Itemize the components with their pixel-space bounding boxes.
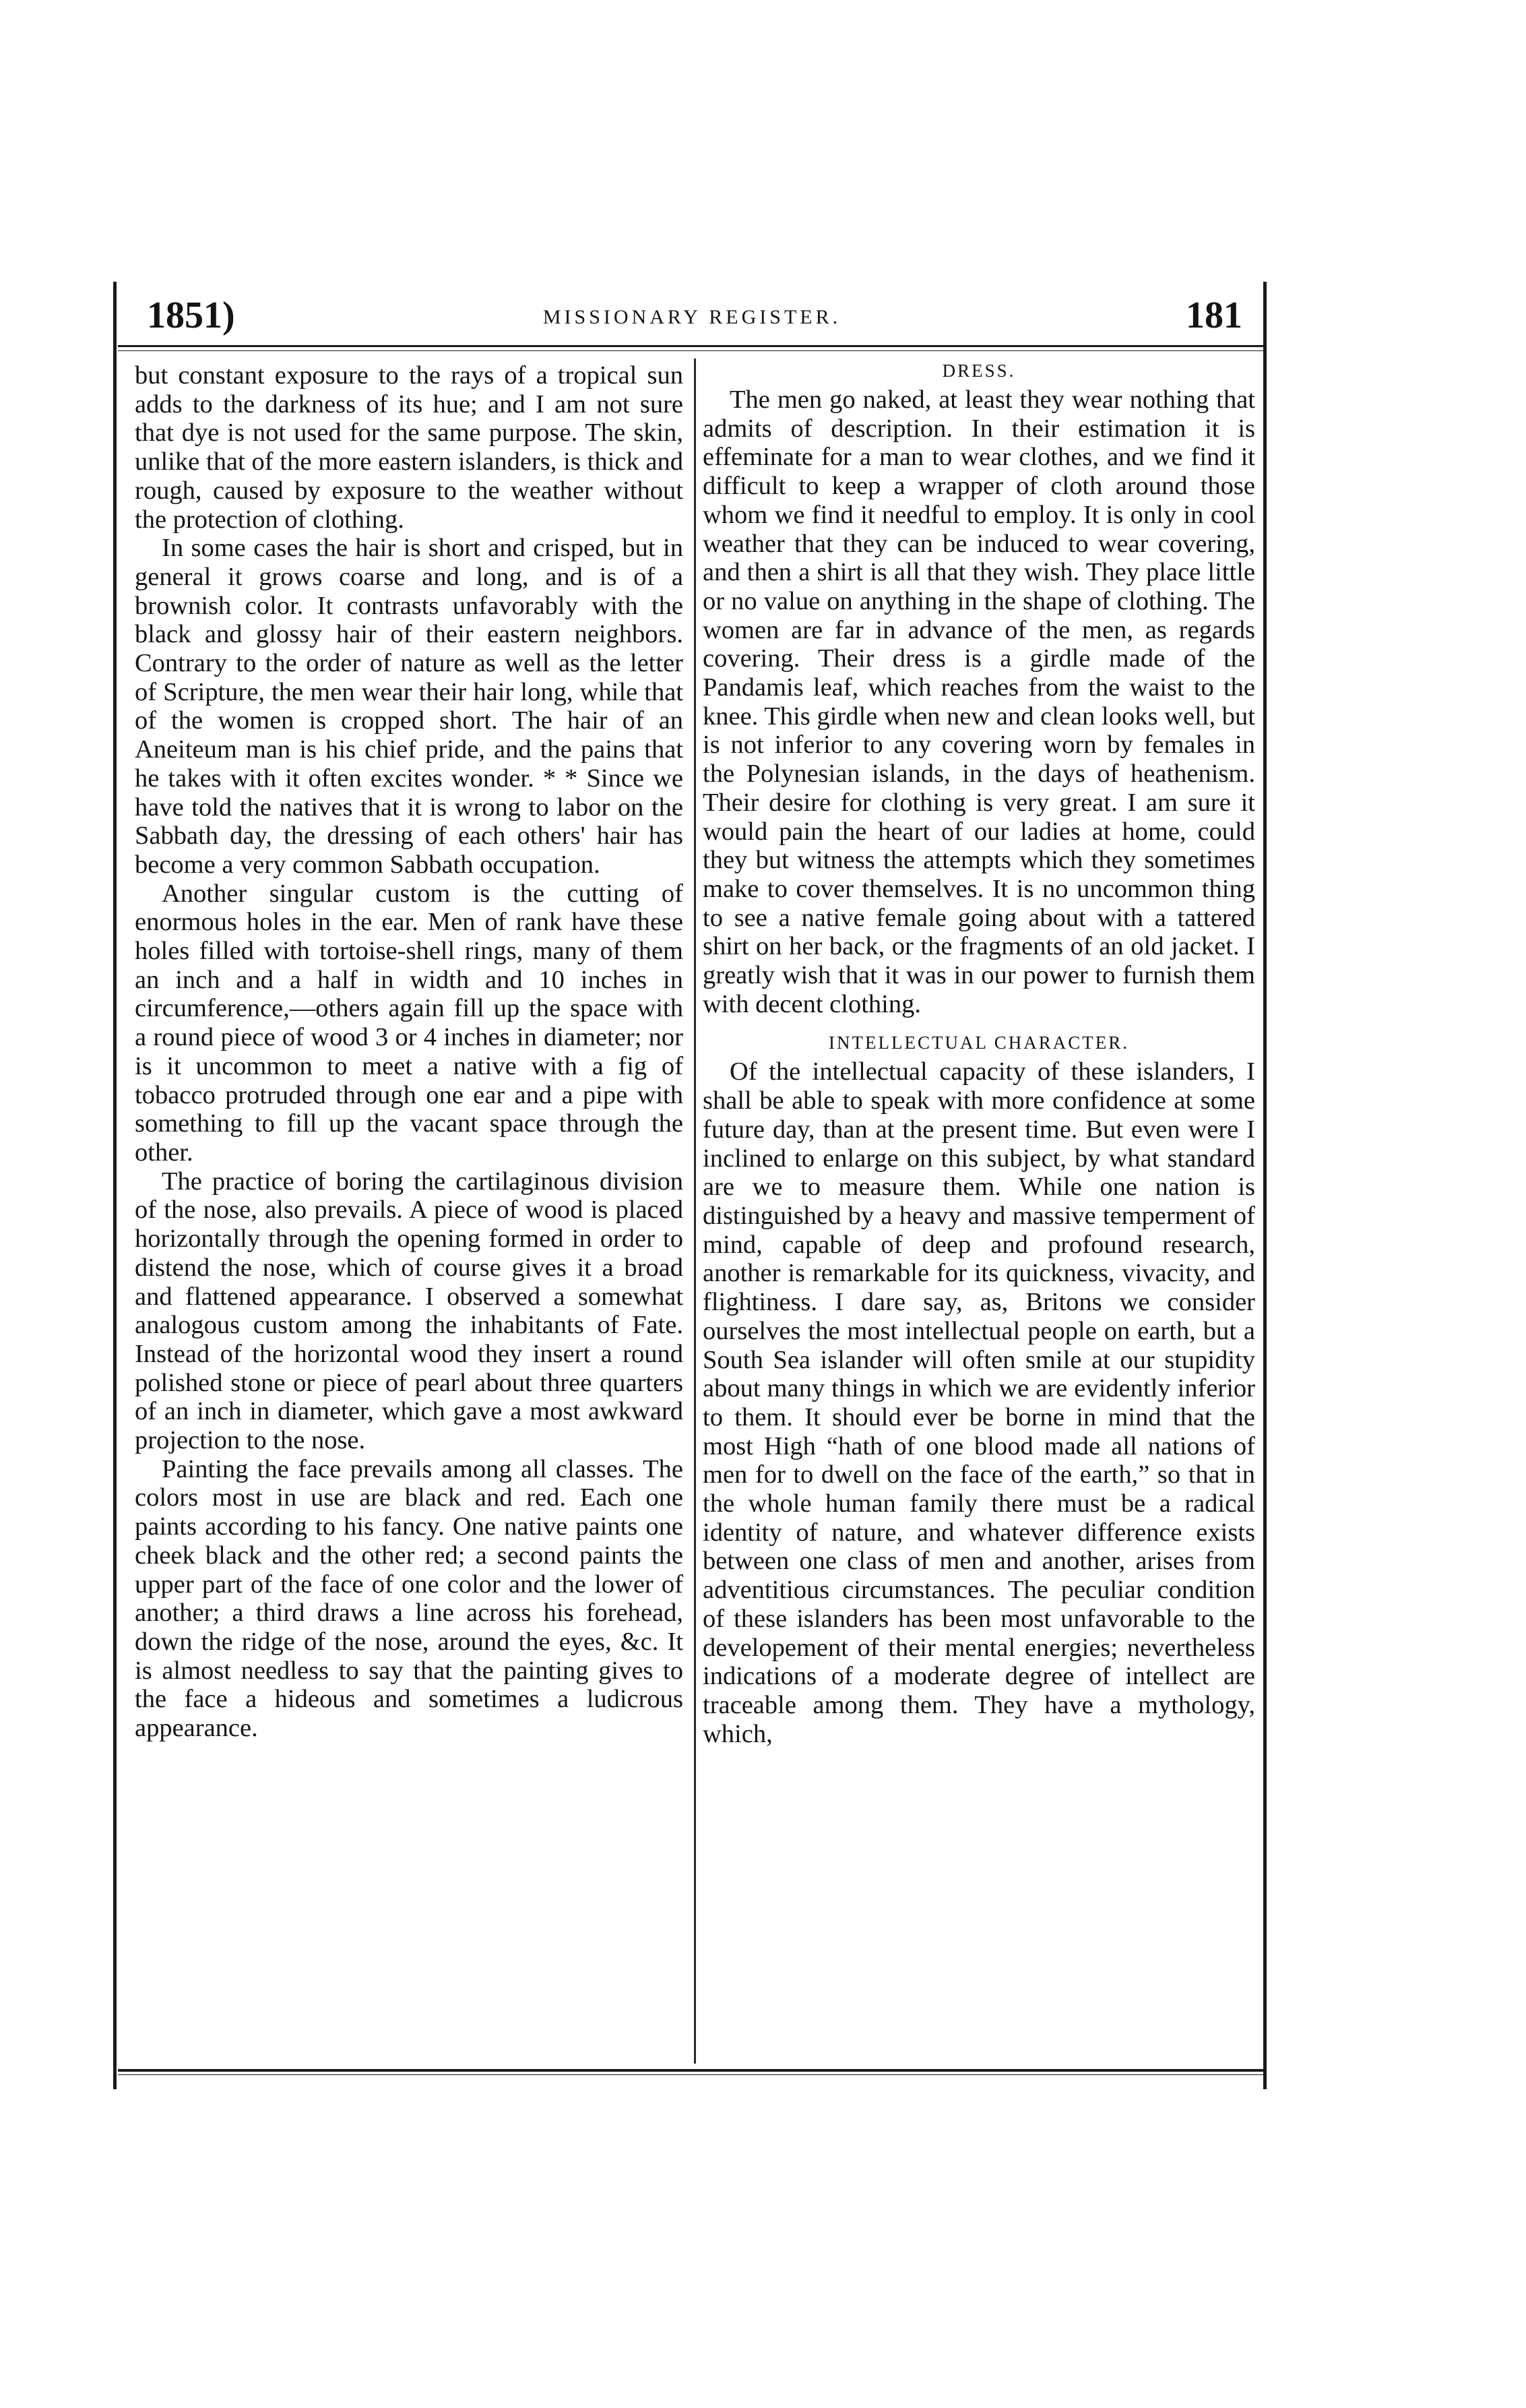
section-heading-dress: DRESS. bbox=[942, 361, 1016, 381]
paragraph: The men go naked, at least they wear nothing that admits of description. In their estimation it is effeminate for a man to wear clothes, and we find it difficult to keep a wrapper of cloth around those whom we find it needful to employ. It is only in cool weather that they can be induced to wear covering, and then a shirt is all that they wish. They place little or no value on anything in the shape of clothing. The women are far in advance of the men, as regards covering. Their dress is a girdle made of the Pandamis leaf, which reaches from the waist to the knee. This girdle when new and clean looks well, but is not inferior to any covering worn by females in the Polynesian islands, in the days of heathenism. Their desire for clothing is very great. I am sure it would pain the heart of our ladies at home, could they but witness the attempts which they sometimes make to cover themselves. It is no uncommon thing to see a native female going about with a tattered shirt on her back, or the fragments of an old jacket. I greatly wish that it was in our power to furnish them with decent clothing. bbox=[703, 385, 1255, 1018]
paragraph: Painting the face prevails among all classes. The colors most in use are black and red. Each one paints according to his fancy. One native paints one cheek black and the other red; a second paints the upper part of the face of one color and the lower of another; a third draws a line across his forehead, down the ridge of the nose, around the eyes, &c. It is almost needless to say that the painting gives to the face a hideous and sometimes a ludicrous appearance. bbox=[135, 1454, 683, 1743]
section-heading-intellectual: INTELLECTUAL CHARACTER. bbox=[829, 1032, 1129, 1053]
column-divider bbox=[694, 359, 696, 2064]
paragraph: Of the intellectual capacity of these islanders, I shall be able to speak with more confidence at some future day, than at the present time. But even were I inclined to enlarge on this subject, by what standard are we to measure them. While one nation is distinguished by a heavy and massive temperment of mind, capable of deep and profound research, another is remarkable for its quickness, vivacity, and flightiness. I dare say, as, Britons we consider ourselves the most intellectual people on earth, but a South Sea islander will often smile at our stupidity about many things in which we are evidently inferior to them. It should ever be borne in mind that the most High “hath of one blood made all nations of men for to dwell on the face of the earth,” so that in the whole human family there must be a radical identity of nature, and whatever difference exists between one class of men and another, arises from adventitious circumstances. The peculiar condition of these islanders has been most unfavorable to the developement of their mental energies; nevertheless indications of a moderate degree of intellect are traceable among them. They have a mythology, which, bbox=[703, 1057, 1255, 1748]
paragraph: The practice of boring the cartilaginous division of the nose, also prevails. A piece of wood is placed horizontally through the opening formed in order to distend the nose, which of course gives it a broad and flattened appearance. I observed a somewhat analogous custom among the inhabitants of Fate. Instead of the horizontal wood they insert a round polished stone or piece of pearl about three quarters of an inch in diameter, which gave a most awkward projection to the nose. bbox=[135, 1167, 683, 1455]
running-head bbox=[129, 290, 1254, 344]
header-rule bbox=[118, 345, 1265, 351]
paragraph: Another singular custom is the cutting of enormous holes in the ear. Men of rank have these holes filled with tortoise-shell rings, many of them an inch and a half in width and 10 inches in circumference,—others again fill up the space with a round piece of wood 3 or 4 inches in diameter; nor is it uncommon to meet a native with a fig of tobacco protruded through one ear and a pipe with something to fill up the vacant space through the other. bbox=[135, 879, 683, 1167]
paragraph: but constant exposure to the rays of a tropical sun adds to the darkness of its hue; and I am not sure that dye is not used for the same purpose. The skin, unlike that of the more eastern islanders, is thick and rough, caused by exposure to the weather without the protection of clothing. bbox=[135, 361, 683, 534]
footer-rule bbox=[118, 2069, 1265, 2075]
header-page-number: 181 bbox=[1186, 295, 1242, 336]
left-column bbox=[135, 361, 683, 1743]
right-column bbox=[703, 356, 1255, 1748]
header-title: MISSIONARY REGISTER. bbox=[542, 306, 841, 328]
paragraph: In some cases the hair is short and crisped, but in general it grows coarse and long, and is of a brownish color. It contrasts unfavorably with the black and glossy hair of their eastern neighbors. Contrary to the order of nature as well as the letter of Scripture, the men wear their hair long, while that of the women is cropped short. The hair of an Aneiteum man is his chief pride, and the pains that he takes with it often excites wonder. * * Since we have told the natives that it is wrong to labor on the Sabbath day, the dressing of each others' hair has become a very common Sabbath occupation. bbox=[135, 534, 683, 879]
header-year: 1851) bbox=[147, 295, 235, 336]
